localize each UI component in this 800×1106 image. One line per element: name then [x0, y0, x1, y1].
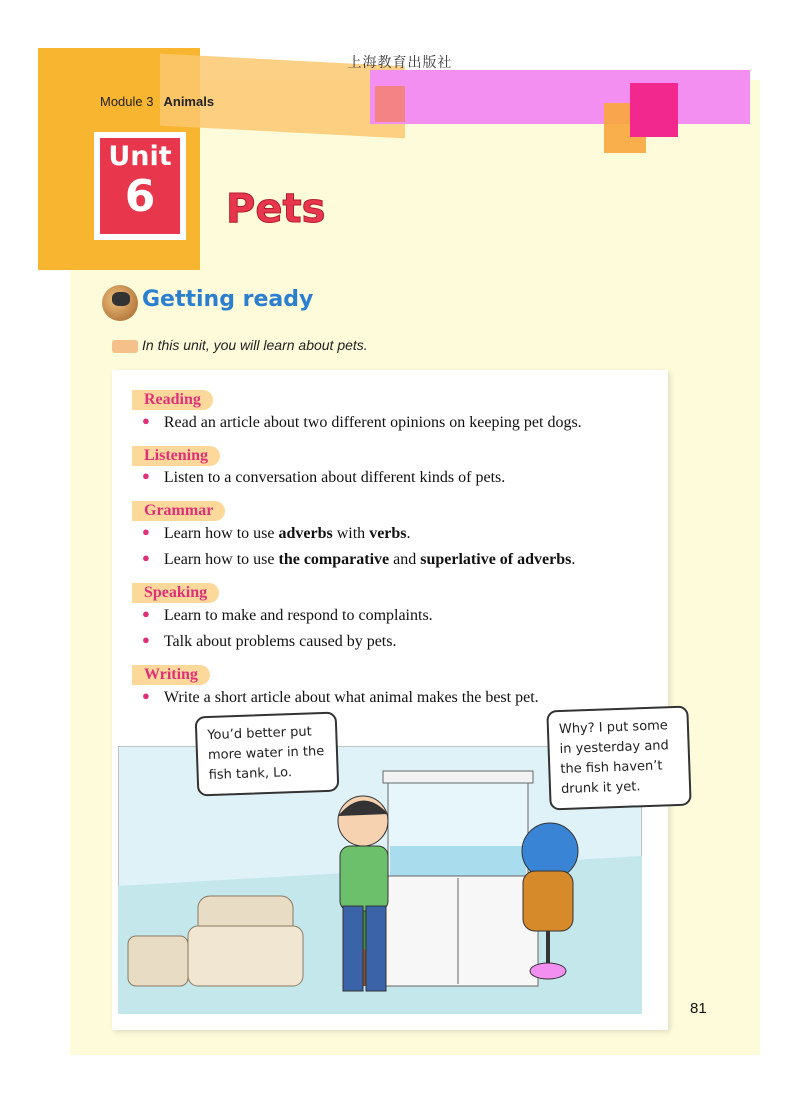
decor-square-pink [630, 83, 678, 137]
pink-header-band [370, 70, 750, 124]
unit-number: 6 [124, 171, 156, 222]
unit-word: Unit [108, 141, 172, 172]
item-text: Read an article about two different opinions on keeping pet dogs. [163, 414, 582, 431]
skill-item [142, 525, 411, 543]
skill-item [142, 551, 575, 569]
emphasis-text: adverbs [278, 525, 333, 542]
bubble-line: You’d better put [207, 724, 312, 744]
skill-label-writing: Writing [132, 665, 210, 685]
item-text: . [571, 551, 576, 568]
skill-label-reading: Reading [132, 390, 213, 410]
page-number: 81 [690, 1000, 707, 1017]
item-text: Learn to make and respond to complaints. [163, 607, 433, 624]
bubble-line: fish tank, Lo. [208, 765, 293, 784]
skill-label-grammar: Grammar [132, 501, 225, 521]
bubble-line: more water in the [207, 744, 325, 764]
skill-label-listening: Listening [132, 446, 220, 466]
bullet-icon: ● [142, 688, 150, 703]
page-title: Pets [226, 186, 326, 232]
emphasis-text: superlative of adverbs [420, 551, 572, 568]
dog-icon-ear [112, 292, 130, 306]
bubble-line: in yesterday and [559, 738, 670, 758]
bubble-line: the fish haven’t [560, 758, 663, 778]
bullet-icon: ● [142, 632, 150, 647]
emphasis-text: the comparative [278, 551, 390, 568]
skill-label-speaking: Speaking [132, 583, 219, 603]
speech-bubble-boy [195, 712, 340, 797]
item-text: Listen to a conversation about different kinds of pets. [163, 469, 506, 486]
section-intro: In this unit, you will learn about pets. [142, 337, 368, 353]
bullet-icon: ● [142, 550, 150, 565]
item-text: Write a short article about what animal makes the best pet. [163, 689, 539, 706]
skill-item [142, 633, 396, 651]
module-number: Module 3 [100, 94, 154, 109]
emphasis-text: verbs [369, 525, 407, 542]
skill-item [142, 414, 582, 432]
aquarium-cabinet-icon [378, 771, 538, 986]
module-name: Animals [163, 94, 215, 109]
bubble-line: Why? I put some [558, 718, 669, 738]
item-text: with [332, 525, 370, 542]
skill-item [142, 607, 433, 625]
boy-icon [338, 796, 388, 991]
speech-bubble-robot [546, 706, 691, 811]
item-text: Learn how to use [163, 525, 279, 542]
bubble-line: drunk it yet. [560, 779, 641, 798]
skill-item [142, 469, 505, 487]
publisher-name: 上海教育出版社 [347, 55, 453, 71]
bullet-icon: ● [142, 524, 150, 539]
bullet-icon: ● [142, 413, 150, 428]
item-text: Learn how to use [163, 551, 279, 568]
decor-square-salmon [375, 86, 405, 122]
skill-item [142, 689, 539, 707]
bullet-icon: ● [142, 468, 150, 483]
item-text: Talk about problems caused by pets. [163, 633, 397, 650]
intro-tab-icon [112, 340, 138, 353]
item-text: . [406, 525, 411, 542]
unit-badge [100, 138, 180, 234]
module-heading [100, 94, 214, 109]
item-text: and [389, 551, 421, 568]
bullet-icon: ● [142, 606, 150, 621]
section-title: Getting ready [142, 287, 314, 312]
